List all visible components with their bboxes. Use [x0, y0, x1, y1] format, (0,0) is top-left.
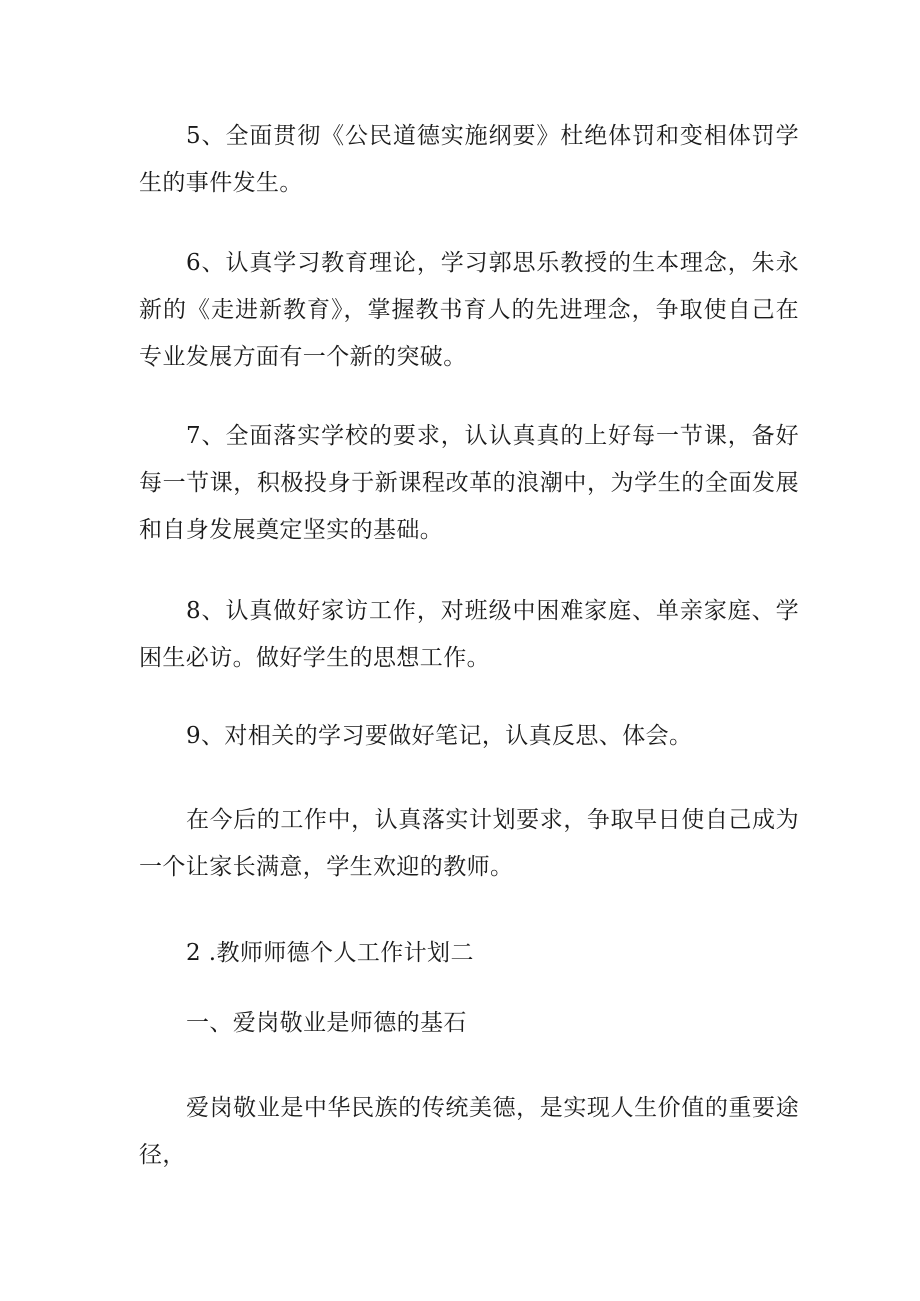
paragraph-item-9: 9、对相关的学习要做好笔记，认真反思、体会。 — [186, 723, 693, 749]
subheading: 一、爱岗敬业是师德的基石 — [186, 1010, 467, 1036]
paragraph-item-7: 7、全面落实学校的要求，认认真真的上好每一节课，备好每一节课，积极投身于新课程改革的浪潮中，为学生的全面发展和自身发展奠定坚实的基础。 — [139, 423, 799, 543]
paragraph-conclusion: 在今后的工作中，认真落实计划要求，争取早日使自己成为一个让家长满意，学生欢迎的教师。 — [139, 807, 799, 880]
paragraph-item-8: 8、认真做好家访工作，对班级中困难家庭、单亲家庭、学困生必访。做好学生的思想工作。 — [139, 598, 799, 671]
paragraph-item-6: 6、认真学习教育理论，学习郭思乐教授的生本理念，朱永新的《走进新教育》，掌握教书育人的先进理念，争取使自己在专业发展方面有一个新的突破。 — [139, 250, 799, 370]
section-heading: 2 .教师师德个人工作计划二 — [186, 940, 474, 966]
paragraph-item-5: 5、全面贯彻《公民道德实施纲要》杜绝体罚和变相体罚学生的事件发生。 — [139, 123, 799, 196]
paragraph-body: 爱岗敬业是中华民族的传统美德，是实现人生价值的重要途径， — [139, 1095, 799, 1168]
